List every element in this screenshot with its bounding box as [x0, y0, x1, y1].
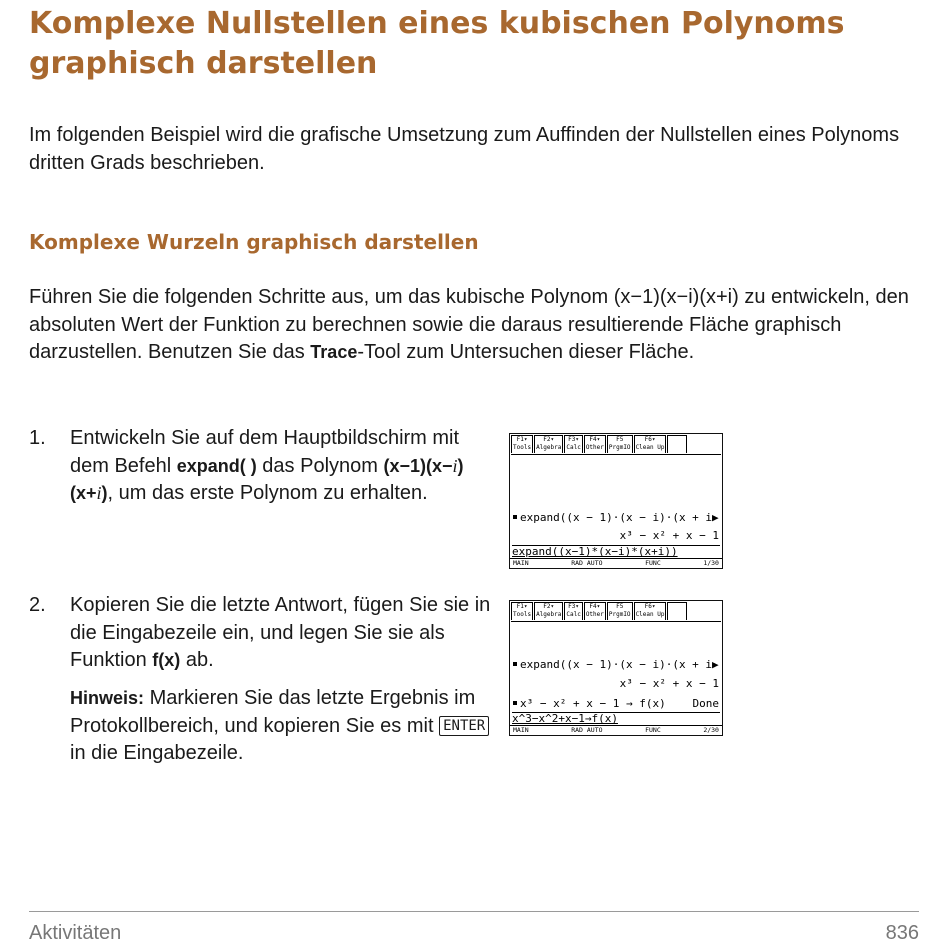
tab-label: Calc	[566, 444, 581, 451]
history-entry	[513, 511, 719, 524]
step-text	[70, 425, 500, 508]
intro-paragraph: Im folgenden Beispiel wird die grafische Umsetzung zum Auffinden der Nullstellen eines Polynoms dritten Grads beschrieben.	[29, 124, 900, 174]
tab-tools	[511, 435, 533, 453]
tab-label: Other	[585, 444, 604, 451]
step-text-part: , um das erste Polynom zu erhalten.	[107, 482, 428, 504]
calc-toolbar	[511, 435, 721, 455]
hint-text: in die Eingabezeile.	[70, 742, 244, 764]
tab-label: Tools	[513, 444, 532, 451]
tab-label: PrgmIO	[608, 611, 631, 618]
step-number: 2.	[29, 594, 46, 616]
status-graph: FUNC	[645, 559, 661, 567]
tab-key: F3▾	[568, 603, 579, 610]
instructions-paragraph	[29, 284, 909, 367]
tab-label: Clean Up	[635, 444, 665, 451]
enter-key-icon: ENTER	[439, 716, 489, 736]
para2-text-after: -Tool zum Untersuchen dieser Fläche.	[357, 341, 695, 363]
page-title: Komplexe Nullstellen eines kubischen Polynoms graphisch darstellen	[29, 6, 845, 81]
tab-key: F5	[616, 603, 624, 610]
hint-text: Markieren Sie das letzte Ergebnis im Protokollbereich, und kopieren Sie es mit	[70, 687, 476, 737]
status-mode: MAIN	[513, 726, 529, 734]
history-input: x³ − x² + x − 1 → f(x)	[520, 697, 666, 710]
tab-blank	[667, 602, 687, 620]
footer-section: Aktivitäten	[29, 922, 122, 944]
status-mode: MAIN	[513, 559, 529, 567]
tab-prgmio	[607, 602, 633, 620]
poly-part: )(x+	[70, 455, 464, 503]
step-text-part: ab.	[180, 649, 214, 671]
history-input: expand((x − 1)·(x − i)·(x + i▶	[520, 658, 719, 671]
tab-key: F2▾	[543, 603, 555, 610]
poly-part: (x−1)(x−	[383, 455, 453, 476]
poly-part: )	[101, 483, 108, 503]
tab-key: F3▾	[568, 436, 579, 443]
bullet-icon	[513, 701, 517, 705]
imag-unit: i	[452, 455, 458, 476]
tab-key: F1▾	[516, 436, 528, 443]
tab-label: Tools	[513, 611, 532, 618]
tab-algebra	[534, 602, 563, 620]
tab-key: F5	[616, 436, 624, 443]
section-heading: Komplexe Wurzeln graphisch darstellen	[29, 230, 479, 254]
tab-calc	[564, 435, 582, 453]
status-angle: RAD AUTO	[571, 726, 603, 734]
step-text-part: das Polynom	[256, 454, 384, 477]
hint-label: Hinweis:	[70, 688, 145, 708]
step-text	[70, 592, 500, 675]
step-number: 1.	[29, 427, 46, 449]
tab-key: F2▾	[543, 436, 555, 443]
history-entry	[513, 658, 719, 671]
tab-calc	[564, 602, 582, 620]
status-count: 2/30	[703, 726, 719, 734]
command-expand: expand( )	[176, 455, 257, 476]
tab-other	[584, 602, 606, 620]
history-result: x³ − x² + x − 1	[619, 677, 719, 690]
function-name: f(x)	[152, 650, 181, 670]
entry-line: expand((x−1)*(x−i)*(x+i))	[512, 545, 720, 558]
tab-key: F4▾	[589, 603, 601, 610]
entry-line: x^3−x^2+x−1→f(x)	[512, 712, 720, 725]
bullet-icon	[513, 662, 517, 666]
status-angle: RAD AUTO	[571, 559, 603, 567]
tab-label: Other	[585, 611, 604, 618]
tab-other	[584, 435, 606, 453]
para2-text-before: Führen Sie die folgenden Schritte aus, um das kubische Polynom (x−1)(x−i)(x+i) zu entwickeln, den absoluten Wert der Funktion zu berechnen sowie die daraus resultierende Fläche graphisch darzustellen. Benutzen Sie das	[29, 286, 909, 363]
step-text-part: Entwickeln Sie auf dem Hauptbildschirm mit dem Befehl	[70, 427, 460, 477]
hint-note	[70, 685, 490, 768]
imag-unit: i	[96, 483, 102, 503]
status-bar	[510, 558, 722, 568]
tab-label: Calc	[566, 611, 581, 618]
tab-label: PrgmIO	[608, 444, 631, 451]
trace-tool-name: Trace	[310, 342, 358, 362]
tab-label: Algebra	[536, 444, 562, 451]
status-bar	[510, 725, 722, 735]
history-entry-2	[513, 697, 719, 710]
bullet-icon	[513, 515, 517, 519]
tab-cleanup	[634, 435, 667, 453]
tab-key: F1▾	[516, 603, 528, 610]
tab-key: F6▾	[644, 436, 656, 443]
calculator-screen-2	[509, 600, 723, 736]
tab-blank	[667, 435, 687, 453]
tab-key: F4▾	[589, 436, 601, 443]
tab-prgmio	[607, 435, 633, 453]
history-result: x³ − x² + x − 1	[619, 529, 719, 542]
tab-algebra	[534, 435, 563, 453]
history-result: Done	[692, 697, 719, 710]
tab-tools	[511, 602, 533, 620]
status-count: 1/30	[703, 559, 719, 567]
status-graph: FUNC	[645, 726, 661, 734]
history-input: expand((x − 1)·(x − i)·(x + i▶	[520, 511, 719, 524]
tab-label: Algebra	[536, 611, 562, 618]
tab-cleanup	[634, 602, 667, 620]
page-number: 836	[885, 922, 919, 944]
tab-label: Clean Up	[635, 611, 665, 618]
calculator-screen-1	[509, 433, 723, 569]
footer-divider	[29, 911, 919, 912]
tab-key: F6▾	[644, 603, 656, 610]
step-text-part: Kopieren Sie die letzte Antwort, fügen Sie sie in die Eingabezeile ein, und legen Sie sie als Funktion	[70, 594, 491, 671]
calc-toolbar	[511, 602, 721, 622]
